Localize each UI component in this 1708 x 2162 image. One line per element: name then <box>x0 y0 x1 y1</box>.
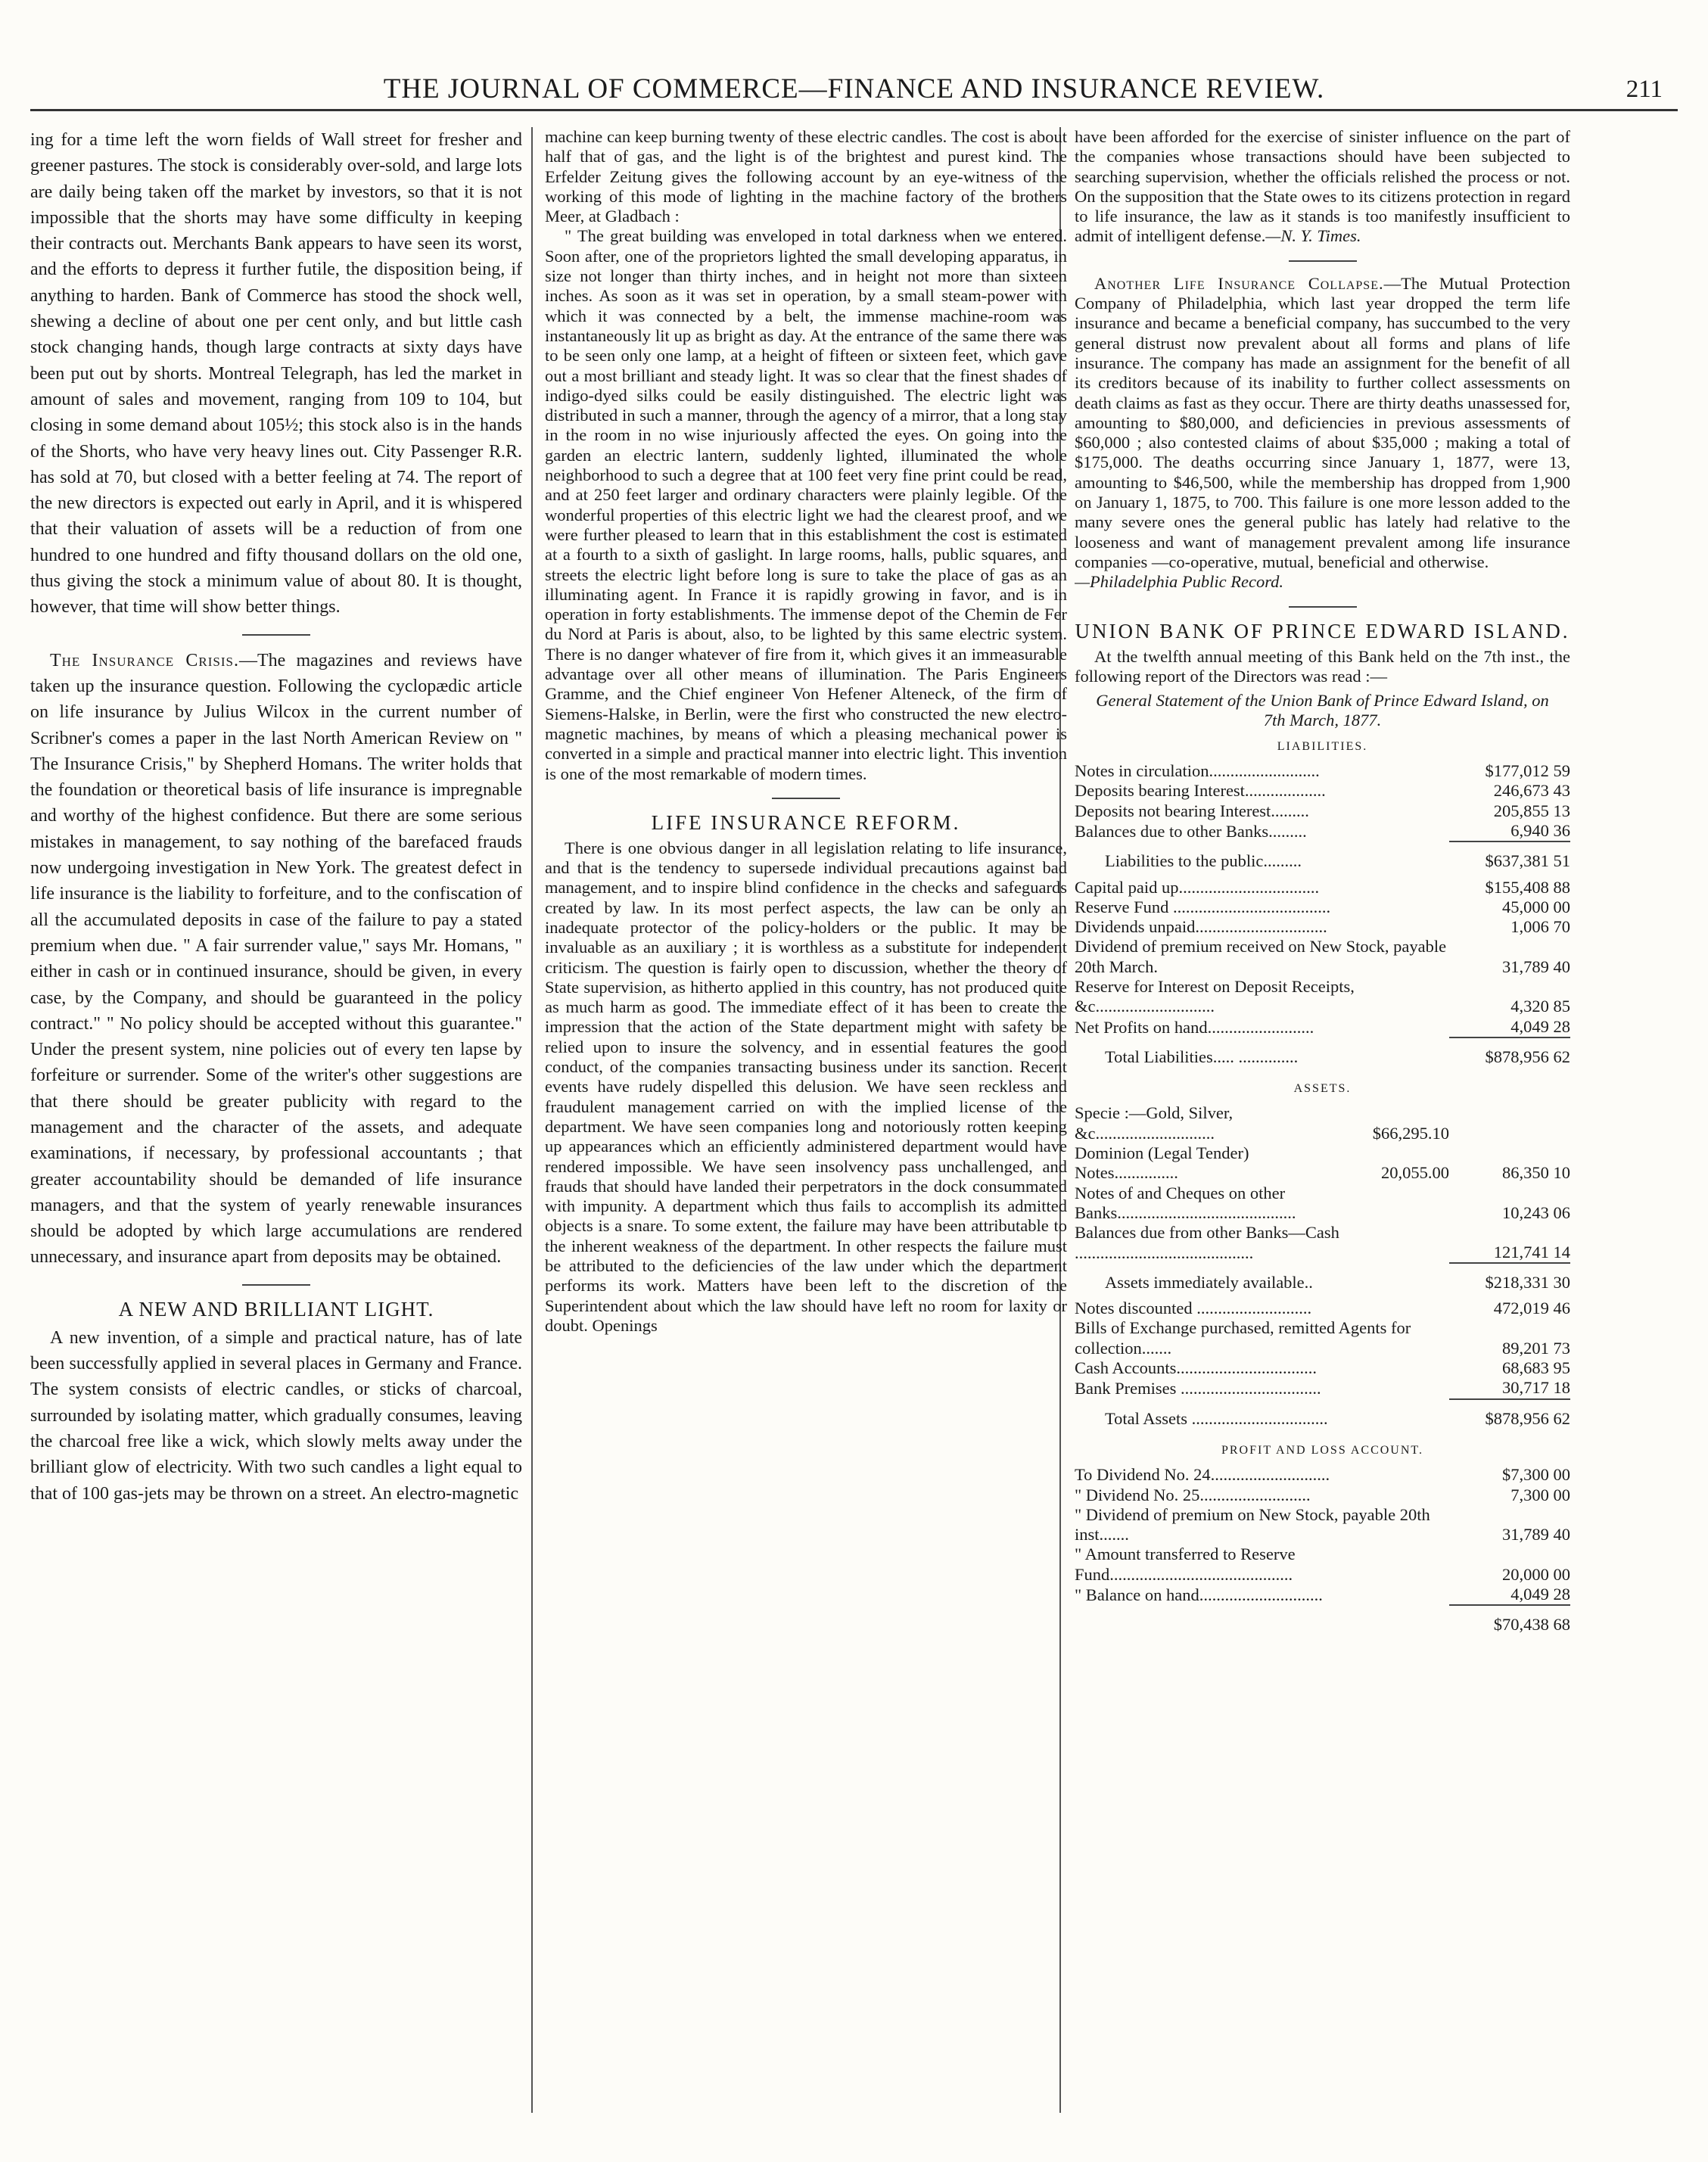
statement-row <box>1075 1545 1570 1585</box>
row-amount: 4,049 28 <box>1510 1585 1570 1604</box>
row-label: Bank Premises ................................. <box>1075 1379 1321 1398</box>
row-amount: $637,381 51 <box>1449 841 1570 877</box>
collapse-title: Another Life Insurance Collapse. <box>1094 273 1384 293</box>
collapse-source-text: —Philadelphia Public Record. <box>1075 572 1283 592</box>
row-amount: 86,350 10 <box>1502 1163 1570 1183</box>
row-amount: $878,956 62 <box>1449 1399 1570 1435</box>
statement-title: General Statement of the Union Bank of Prince Edward Island, on 7th March, 1877. <box>1096 691 1549 730</box>
row-label: To Dividend No. 24............................ <box>1075 1465 1330 1485</box>
column-3 <box>1075 127 1570 2124</box>
collapse-text: —The Mutual Protection Company of Philadelphia, which last year dropped the term life insurance and became a beneficial company, has succumbed to the very general distrust now prevalent about all forms and plans of life insurance. The company has made an assignment for the benefit of all its creditors because of its inability to further collect assessments on death claims as fast as they occur. There are thirty deaths unassessed for, amounting to $80,000, and deficiencies in previous assessments of $60,000 ; also contested claims of about $35,000 ; making a total of $175,000. The deaths occurring since January 1, 1877, were 13, amounting to $46,500, while the membership has dropped from 1,900 on January 1, 1875, to 700. This failure is one more lesson added to the many severe ones the general public has lately had relative to the looseness and want of management prevalent among life insurance companies —co-operative, mutual, beneficial and otherwise. <box>1075 273 1570 571</box>
statement-row <box>1075 1485 1570 1505</box>
assets-heading: ASSETS. <box>1293 1082 1352 1096</box>
row-label: Dividends unpaid............................... <box>1075 917 1327 937</box>
row-amount: 246,673 43 <box>1493 781 1570 801</box>
row-amount: 4,320 85 <box>1510 997 1570 1016</box>
dominion-notes-row <box>1075 1143 1570 1184</box>
row-amount: $218,331 30 <box>1449 1263 1570 1299</box>
specie-row <box>1075 1103 1570 1143</box>
insurance-crisis-paragraph <box>30 648 522 1271</box>
statement-row <box>1075 761 1570 781</box>
liabilities-heading: LIABILITIES. <box>1277 739 1368 753</box>
profit-loss-heading: PROFIT AND LOSS ACCOUNT. <box>1221 1443 1423 1457</box>
reform-continued-paragraph <box>1075 127 1570 247</box>
statement-row <box>1075 917 1570 937</box>
profit-loss-total-row <box>1075 1605 1570 1641</box>
row-label: Assets immediately available.. <box>1105 1272 1313 1292</box>
row-amount: $878,956 62 <box>1449 1037 1570 1073</box>
row-amount: 31,789 40 <box>1502 1525 1570 1545</box>
row-label: Balances due from other Banks—Cash .......................................... <box>1075 1223 1339 1262</box>
column-rule <box>531 127 533 2113</box>
row-label: Total Liabilities..... .............. <box>1105 1047 1299 1066</box>
statement-row <box>1075 977 1570 1017</box>
electric-light-quote: " The great building was enveloped in total darkness when we entered. Soon after, one of the proprietors lighted the small developing apparatus, in size not longer than thirty inches, and in height not more than sixteen inches. As soon as it was set in operation, by a small steam-power with which it was connected by a belt, the immense machine-room was instantaneously lit up as bright as day. At the entrance of the same there was to be seen only one lamp, at a height of fifteen or sixteen feet, which gave out a most brilliant and steady light. It was so clear that the finest shades of indigo-dyed silks could be easily distinguished. The electric light was distributed in such a manner, through the agency of a mirror, that a long stay in the room in no wise injuriously affected the eyes. On going into the garden an electric lantern, suddenly lighted, illuminated the whole neighborhood to such a degree that at 100 feet very fine print could be read, and at 250 feet larger and ordinary characters were plainly legible. Of the wonderful properties of this electric light we had the clearest proof, and we were further pleased to learn that in this establishment the cost is estimated at a fourth to a sixth of gaslight. In large rooms, halls, public squares, and streets the electric light before long is sure to take the place of gas as an illuminating agent. In France it is rapidly growing in favor, and is in operation in forty establishments. The immense depot of the Chemin de Fer du Nord at Paris is about, also, to be lighted by this same electric system. There is no danger whatever of fire from it, which gives it an immeasurable advantage over all other means of illumination. The Paris Engineers Gramme, and the Chief engineer Von Hefener Alteneck, of the firm of Siemens-Halske, in Berlin, were the first who constructed the new electro-magnetic machines, by means of which a pleasing mechanical power is converted in a simple and practical manner into electric light. This invention is one of the most remarkable of modern times. <box>545 226 1067 783</box>
statement-row <box>1075 1299 1570 1318</box>
row-amount: 20,000 00 <box>1502 1564 1570 1584</box>
insurance-crisis-title: The Insurance Crisis. <box>50 650 239 670</box>
row-label: Bills of Exchange purchased, remitted Agents for collection....... <box>1075 1318 1411 1358</box>
statement-row <box>1075 1223 1570 1263</box>
statement-row <box>1075 1358 1570 1378</box>
life-insurance-reform-heading: LIFE INSURANCE REFORM. <box>651 810 961 834</box>
section-divider <box>242 634 310 636</box>
total-liabilities-row <box>1075 1037 1570 1073</box>
row-amount: 472,019 46 <box>1493 1299 1570 1318</box>
row-label: Reserve for Interest on Deposit Receipts, &c............................ <box>1075 976 1355 1016</box>
statement-row <box>1075 1465 1570 1485</box>
reform-continued-text: have been afforded for the exercise of sinister influence on the part of the companies whose transactions should have been subjected to searching supervision, whether the officials relished the process or not. On the supposition that the State owes to its citizens protection in regard to life insurance, the law as it stands is too manifestly insufficient to admit of intelligent defense. <box>1075 127 1570 246</box>
row-amount: 6,940 36 <box>1510 820 1570 840</box>
statement-row <box>1075 1505 1570 1545</box>
row-label: Deposits not bearing Interest......... <box>1075 801 1309 820</box>
row-amount: 121,741 14 <box>1493 1242 1570 1261</box>
profit-loss-table <box>1075 1465 1570 1641</box>
statement-row <box>1075 897 1570 917</box>
insurance-crisis-text: —The magazines and reviews have taken up the insurance question. Following the cyclopædic article on life insurance by Julius Wilcox in the current number of Scribner's comes a paper in the last North American Review on " The Insurance Crisis," by Shepherd Homans. The writer holds that the foundation or theoretical basis of life insurance is impregnable and worthy of the highest confidence. But there are some serious mistakes in management, to say nothing of the barefaced frauds now undergoing investigation in New York. The greatest defect in life insurance is the liability to forfeiture, and to the confiscation of all the accumulated deposits in case of the failure to pay a stated premium when due. " A fair surrender value," says Mr. Homans, " either in cash or in continued insurance, should be given, in every case, by the Company, and should be guaranteed in the policy contract." " No policy should be accepted without this guarantee." Under the present system, nine policies out of every ten lapse by forfeiture or surrender. Some of the writer's other suggestions are that there should be greater publicity with regard to the management and the character of the assets, and adequate examinations, if necessary, by professional accountants ; that greater accountability should be demanded of life insurance managers, and that the system of yearly renewable insurances should be adopted by which large accumulations are rendered unnecessary, and insurance apart from deposits may be obtained. <box>30 650 522 1268</box>
row-label: Specie :—Gold, Silver, &c............................ <box>1075 1103 1234 1143</box>
liabilities-public-row <box>1075 841 1570 877</box>
row-amount: 4,049 28 <box>1510 1016 1570 1036</box>
row-subamount: 20,055.00 <box>1381 1163 1449 1183</box>
column-1 <box>30 127 522 2124</box>
row-amount: 31,789 40 <box>1502 957 1570 976</box>
total-assets-row <box>1075 1399 1570 1435</box>
row-label: Capital paid up................................. <box>1075 877 1320 897</box>
statement-row <box>1075 781 1570 801</box>
row-amount: 45,000 00 <box>1502 897 1570 916</box>
statement-row <box>1075 1585 1570 1605</box>
statement-row <box>1075 801 1570 821</box>
row-amount: 89,201 73 <box>1502 1338 1570 1358</box>
assets-table <box>1075 1103 1570 1434</box>
row-amount: 1,006 70 <box>1510 917 1570 937</box>
row-amount: 7,300 00 <box>1510 1485 1570 1504</box>
liabilities-table <box>1075 761 1570 1073</box>
row-label: Liabilities to the public......... <box>1105 851 1302 871</box>
assets-available-row <box>1075 1263 1570 1299</box>
column-2 <box>545 127 1067 2124</box>
reform-source: —N. Y. Times. <box>1265 226 1361 246</box>
row-label: " Amount transferred to Reserve Fund........................................... <box>1075 1545 1296 1584</box>
page-number: 211 <box>1626 76 1663 103</box>
statement-row <box>1075 937 1570 977</box>
running-head: THE JOURNAL OF COMMERCE—FINANCE AND INSURANCE REVIEW. <box>383 73 1325 104</box>
section-divider <box>242 1284 310 1286</box>
row-amount: 10,243 06 <box>1502 1202 1570 1222</box>
row-label: Notes in circulation.......................... <box>1075 761 1320 781</box>
row-label: Dominion (Legal Tender) Notes............... <box>1075 1143 1249 1183</box>
new-light-heading: A NEW AND BRILLIANT LIGHT. <box>118 1297 434 1321</box>
row-amount: 205,855 13 <box>1493 801 1570 820</box>
row-label: Balances due to other Banks......... <box>1075 821 1307 841</box>
row-amount: $70,438 68 <box>1449 1605 1570 1641</box>
row-label: Cash Accounts................................. <box>1075 1358 1317 1378</box>
union-bank-intro: At the twelfth annual meeting of this Bank held on the 7th inst., the following report of the Directors was read :— <box>1075 646 1570 686</box>
row-label: Net Profits on hand......................... <box>1075 1017 1314 1037</box>
section-divider <box>1289 606 1357 608</box>
electric-light-paragraph: machine can keep burning twenty of these electric candles. The cost is about half that of gas, and the light is of the brightest and purest kind. The Erfelder Zeitung gives the following account by an eye-witness of the working of this mode of lighting in the machine factory of the brothers Meer, at Gladbach : <box>545 127 1067 226</box>
life-insurance-reform-paragraph: There is one obvious danger in all legislation relating to life insurance, and that is the tendency to supersede individual precautions against bad management, and to inspire blind confidence in the checks and safeguards created by law. In its most perfect aspects, the law can be only an inadequate protector of the policy-holders or the public. It may be invaluable as an auxiliary ; it is worthless as a substitute for independent criticism. The question is fairly open to discussion, whether the theory of State supervision, as hitherto applied in this country, has not produced quite as much harm as good. The immediate effect of it has been to create the impression that the action of the State department might with safety be relied upon to insure the solvency, and in essential features the good conduct, of the companies transacting business under its sanction. Recent events have rudely dispelled this delusion. We have seen reckless and fraudulent management carried on with the implied license of the department. We have seen companies long and notoriously rotten keeping up appearances which an efficiently administered department would have rendered impossible. We have seen insolvency pass unchallenged, and frauds that should have landed their perpetrators in the dock consummated with impunity. A department which thus fails to accomplish its admitted objects is a snare. To some extent, the failure may have been attributable to the inherent weakness of the department. In other respects the failure must be attributed to the deficiencies of the law under which the department performs its work. Matters have been left to the discretion of the Superintendent about which the law should have left no room for laxity or doubt. Openings <box>545 838 1067 1335</box>
statement-row <box>1075 1318 1570 1358</box>
page-header <box>30 73 1678 111</box>
row-label: Reserve Fund ..................................... <box>1075 897 1331 916</box>
market-report-paragraph: ing for a time left the worn fields of Wall street for fresher and greener pastures. The stock is considerably over-sold, and large lots are daily being taken off the market by investors, so that it is not impossible that the shorts may have some difficulty in keeping their contracts out. Merchants Bank appears to have seen its worst, and the efforts to depress it further futile, the disposition being, if anything to harden. Bank of Commerce has stood the shock well, shewing a decline of about one per cent only, and but little cash stock changing hands, though large contracts at sixty days have been put out by shorts. Montreal Telegraph, has led the market in amount of sales and movement, ranging from 109 to 104, but closing in some demand about 105½; this stock also is in the hands of the Shorts, who have very heavy lines out. City Passenger R.R. has sold at 70, but closed with a better feeling at 74. The report of the new directors is expected out early in April, and it is whispered that their valuation of assets will be a reduction of from one hundred to one hundred and fifty thousand dollars on the old one, thus giving the stock a minimum value of about 80. It is thought, however, that time will show better things. <box>30 130 522 617</box>
statement-row <box>1075 878 1570 897</box>
row-label: Dividend of premium received on New Stock, payable 20th March. <box>1075 937 1447 976</box>
statement-row <box>1075 821 1570 841</box>
statement-row <box>1075 1378 1570 1398</box>
row-amount: $155,408 88 <box>1485 877 1570 897</box>
row-label: Deposits bearing Interest................... <box>1075 781 1326 801</box>
collapse-source <box>1075 572 1570 592</box>
row-label: Total Assets ................................ <box>1105 1408 1328 1428</box>
statement-row <box>1075 1017 1570 1037</box>
row-label: Notes discounted ........................... <box>1075 1299 1312 1318</box>
row-amount: $7,300 00 <box>1502 1465 1570 1485</box>
section-divider <box>772 798 840 799</box>
row-amount: $177,012 59 <box>1485 761 1570 781</box>
new-light-paragraph: A new invention, of a simple and practical nature, has of late been successfully applied in several places in Germany and France. The system consists of electric candles, or sticks of charcoal, surrounded by isolating matter, which gradually consumes, leaving the charcoal free like a wick, which slowly melts away under the brilliant glow of electricity. With two such candles a light equal to that of 100 gas-jets may be thrown on a street. An electro-magnetic <box>30 1327 522 1504</box>
row-amount: 30,717 18 <box>1502 1378 1570 1398</box>
row-amount: 68,683 95 <box>1502 1358 1570 1378</box>
section-divider <box>1289 260 1357 262</box>
union-bank-heading: UNION BANK OF PRINCE EDWARD ISLAND. <box>1075 619 1570 642</box>
row-label: " Dividend No. 25.......................... <box>1075 1485 1311 1504</box>
row-label: " Dividend of premium on New Stock, payable 20th inst....... <box>1075 1504 1430 1545</box>
statement-row <box>1075 1184 1570 1224</box>
row-label: Notes of and Cheques on other Banks.......................................... <box>1075 1183 1296 1222</box>
row-subamount: $66,295.10 <box>1372 1123 1449 1143</box>
collapse-paragraph <box>1075 274 1570 572</box>
row-label: " Balance on hand............................. <box>1075 1585 1323 1604</box>
